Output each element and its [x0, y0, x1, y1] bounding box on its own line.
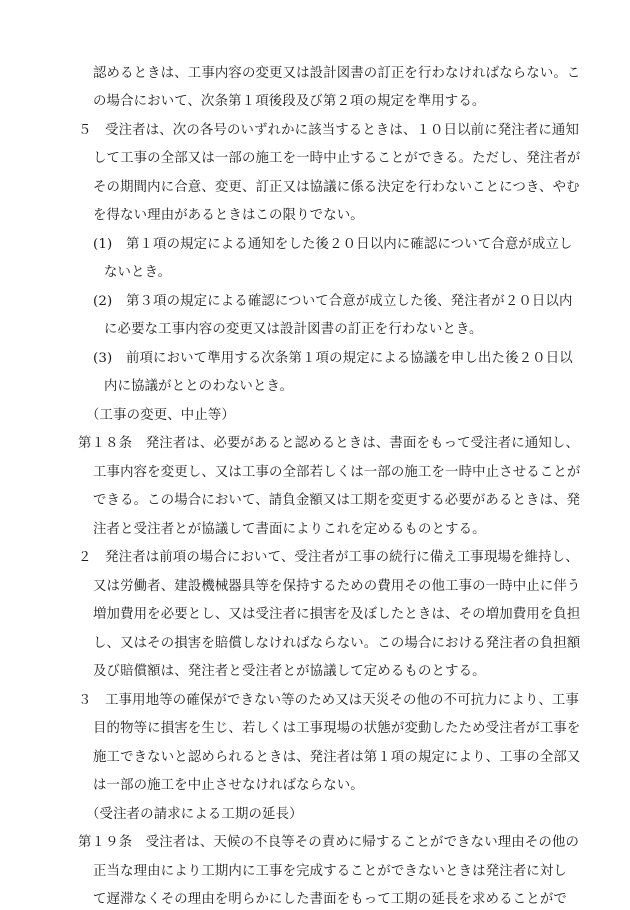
text-line: の場合において、次条第１項後段及び第２項の規定を準用する。 [93, 94, 486, 109]
text-line: (2) 第３項の規定による確認について合意が成立した後、発注者が２０日以内 [93, 294, 573, 309]
text-line: 内に協議がととのわないとき。 [104, 379, 294, 394]
article-heading: 第１９条 受注者は、天候の不良等その責めに帰することができない理由その他の [78, 835, 580, 850]
text-line: できる。この場合において、請負金額又は工期を変更する必要があるときは、発 [93, 493, 581, 508]
text-line: 及び賠償額は、発注者と受注者とが協議して定めるものとする。 [93, 664, 486, 679]
text-line: ５ 受注者は、次の各号のいずれかに該当するときは、１０日以前に発注者に通知 [78, 123, 580, 138]
text-line: て遅滞なくその理由を明らかにした書面をもって工期の延長を求めることがで [93, 892, 567, 907]
text-line: 認めるときは、工事内容の変更又は設計図書の訂正を行わなければならない。こ [93, 66, 581, 81]
article-heading: 第１８条 発注者は、必要があると認めるときは、書面をもって受注者に通知し、 [78, 436, 580, 451]
text-line: し、又はその損害を賠償しなければならない。この場合における発注者の負担額 [93, 636, 581, 651]
text-line: (3) 前項において準用する次条第１項の規定による協議を申し出た後２０日以 [93, 351, 573, 366]
section-heading: （工事の変更、中止等） [86, 408, 235, 423]
text-line: 正当な理由により工期内に工事を完成することができないときは発注者に対し [93, 864, 567, 879]
text-line: その期間内に合意、変更、訂正又は協議に係る決定を行わないことにつき、やむ [93, 180, 580, 195]
text-line: (1) 第１項の規定による通知をした後２０日以内に確認について合意が成立し [93, 237, 573, 252]
text-line: ３ 工事用地等の確保ができない等のため又は天災その他の不可抗力により、工事 [78, 693, 580, 708]
text-line: ２ 発注者は前項の場合において、受注者が工事の続行に備え工事現場を維持し、 [78, 550, 579, 565]
text-line: を得ない理由があるときはこの限りでない。 [93, 208, 364, 223]
text-line: は一部の施工を中止させなければならない。 [93, 778, 364, 793]
text-line: 増加費用を必要とし、又は受注者に損害を及ぼしたときは、その増加費用を負担 [93, 607, 581, 622]
section-heading: （受注者の請求による工期の延長） [86, 807, 303, 822]
text-line: 工事内容を変更し、又は工事の全部若しくは一部の施工を一時中止させることが [93, 465, 581, 480]
text-line: 目的物等に損害を生じ、若しくは工事現場の状態が変動したため受注者が工事を [93, 721, 581, 736]
text-line: に必要な工事内容の変更又は設計図書の訂正を行わないとき。 [104, 322, 483, 337]
text-line: 施工できないと認められるときは、発注者は第１項の規定により、工事の全部又 [93, 750, 581, 765]
text-line: ないとき。 [104, 265, 172, 280]
text-line: 又は労働者、建設機械器具等を保持するための費用その他工事の一時中止に伴う [93, 579, 581, 594]
text-line: 注者と受注者とが協議して書面によりこれを定めるものとする。 [93, 522, 486, 537]
text-line: して工事の全部又は一部の施工を一時中止することができる。ただし、発注者が [93, 151, 581, 166]
